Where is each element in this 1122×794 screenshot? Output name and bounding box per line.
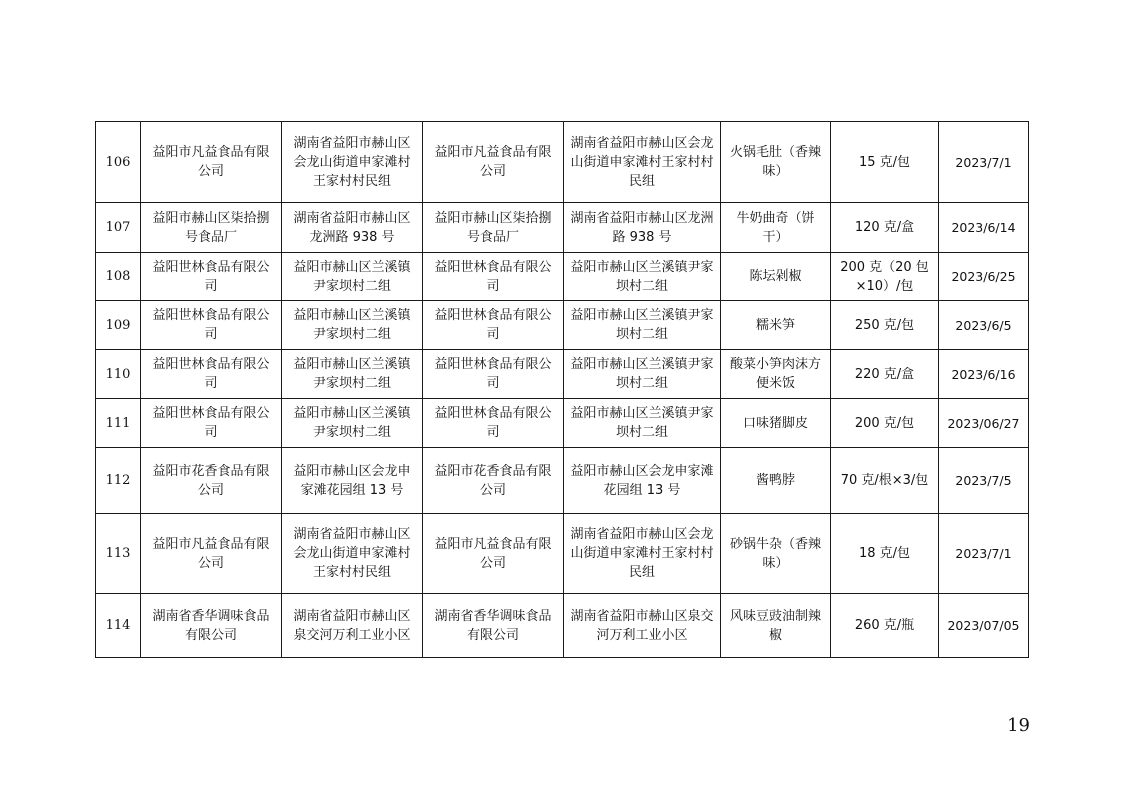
product-name: 酱鸭脖 [721, 448, 831, 514]
production-date: 2023/7/1 [939, 514, 1029, 594]
row-number: 114 [96, 594, 141, 658]
table-row [96, 399, 1029, 448]
company-address: 湖南省益阳市赫山区会龙山街道申家滩村王家村村民组 [564, 514, 721, 594]
product-name: 口味猪脚皮 [721, 399, 831, 448]
row-number: 108 [96, 253, 141, 301]
row-number: 112 [96, 448, 141, 514]
producer-address: 湖南省益阳市赫山区泉交河万利工业小区 [282, 594, 423, 658]
row-number: 111 [96, 399, 141, 448]
producer-name: 湖南省香华调味食品有限公司 [141, 594, 282, 658]
row-number: 110 [96, 350, 141, 399]
company-address: 益阳市赫山区兰溪镇尹家坝村二组 [564, 399, 721, 448]
table-row [96, 122, 1029, 203]
company-name: 湖南省香华调味食品有限公司 [423, 594, 564, 658]
product-spec: 200 克/包 [831, 399, 939, 448]
producer-address: 益阳市赫山区兰溪镇尹家坝村二组 [282, 399, 423, 448]
production-date: 2023/7/1 [939, 122, 1029, 203]
food-sampling-table [95, 121, 1029, 658]
company-name: 益阳市凡益食品有限公司 [423, 122, 564, 203]
producer-address: 湖南省益阳市赫山区会龙山街道申家滩村王家村村民组 [282, 122, 423, 203]
producer-name: 益阳世林食品有限公司 [141, 301, 282, 350]
table-row [96, 594, 1029, 658]
company-name: 益阳世林食品有限公司 [423, 253, 564, 301]
production-date: 2023/06/27 [939, 399, 1029, 448]
producer-address: 益阳市赫山区兰溪镇尹家坝村二组 [282, 350, 423, 399]
production-date: 2023/6/5 [939, 301, 1029, 350]
product-name: 风味豆豉油制辣椒 [721, 594, 831, 658]
product-spec: 200 克（20 包×10）/包 [831, 253, 939, 301]
company-address: 益阳市赫山区兰溪镇尹家坝村二组 [564, 301, 721, 350]
company-name: 益阳市凡益食品有限公司 [423, 514, 564, 594]
table-row [96, 514, 1029, 594]
company-address: 湖南省益阳市赫山区龙洲路 938 号 [564, 203, 721, 253]
product-spec: 18 克/包 [831, 514, 939, 594]
producer-address: 湖南省益阳市赫山区龙洲路 938 号 [282, 203, 423, 253]
product-spec: 260 克/瓶 [831, 594, 939, 658]
row-number: 107 [96, 203, 141, 253]
producer-name: 益阳市凡益食品有限公司 [141, 122, 282, 203]
producer-address: 湖南省益阳市赫山区会龙山街道申家滩村王家村村民组 [282, 514, 423, 594]
producer-name: 益阳市赫山区柒拾捌号食品厂 [141, 203, 282, 253]
company-address: 湖南省益阳市赫山区泉交河万利工业小区 [564, 594, 721, 658]
producer-name: 益阳世林食品有限公司 [141, 253, 282, 301]
product-name: 酸菜小笋肉沫方便米饭 [721, 350, 831, 399]
product-spec: 120 克/盒 [831, 203, 939, 253]
producer-name: 益阳世林食品有限公司 [141, 399, 282, 448]
row-number: 109 [96, 301, 141, 350]
company-address: 益阳市赫山区兰溪镇尹家坝村二组 [564, 350, 721, 399]
producer-address: 益阳市赫山区会龙申家滩花园组 13 号 [282, 448, 423, 514]
product-name: 陈坛剁椒 [721, 253, 831, 301]
table-row [96, 203, 1029, 253]
company-address: 益阳市赫山区兰溪镇尹家坝村二组 [564, 253, 721, 301]
production-date: 2023/6/16 [939, 350, 1029, 399]
production-date: 2023/7/5 [939, 448, 1029, 514]
company-name: 益阳世林食品有限公司 [423, 301, 564, 350]
table-row [96, 253, 1029, 301]
product-name: 糯米笋 [721, 301, 831, 350]
table-row [96, 350, 1029, 399]
table-row [96, 448, 1029, 514]
company-name: 益阳市花香食品有限公司 [423, 448, 564, 514]
product-name: 砂锅牛杂（香辣味） [721, 514, 831, 594]
company-address: 湖南省益阳市赫山区会龙山街道申家滩村王家村村民组 [564, 122, 721, 203]
producer-address: 益阳市赫山区兰溪镇尹家坝村二组 [282, 301, 423, 350]
page-number: 19 [1007, 715, 1030, 736]
production-date: 2023/6/14 [939, 203, 1029, 253]
producer-name: 益阳市花香食品有限公司 [141, 448, 282, 514]
product-name: 火锅毛肚（香辣味） [721, 122, 831, 203]
producer-address: 益阳市赫山区兰溪镇尹家坝村二组 [282, 253, 423, 301]
product-spec: 250 克/包 [831, 301, 939, 350]
producer-name: 益阳世林食品有限公司 [141, 350, 282, 399]
production-date: 2023/6/25 [939, 253, 1029, 301]
row-number: 106 [96, 122, 141, 203]
company-name: 益阳世林食品有限公司 [423, 350, 564, 399]
product-spec: 70 克/根×3/包 [831, 448, 939, 514]
product-name: 牛奶曲奇（饼干） [721, 203, 831, 253]
company-name: 益阳世林食品有限公司 [423, 399, 564, 448]
row-number: 113 [96, 514, 141, 594]
table-row [96, 301, 1029, 350]
production-date: 2023/07/05 [939, 594, 1029, 658]
company-address: 益阳市赫山区会龙申家滩花园组 13 号 [564, 448, 721, 514]
company-name: 益阳市赫山区柒拾捌号食品厂 [423, 203, 564, 253]
producer-name: 益阳市凡益食品有限公司 [141, 514, 282, 594]
product-spec: 220 克/盒 [831, 350, 939, 399]
product-spec: 15 克/包 [831, 122, 939, 203]
